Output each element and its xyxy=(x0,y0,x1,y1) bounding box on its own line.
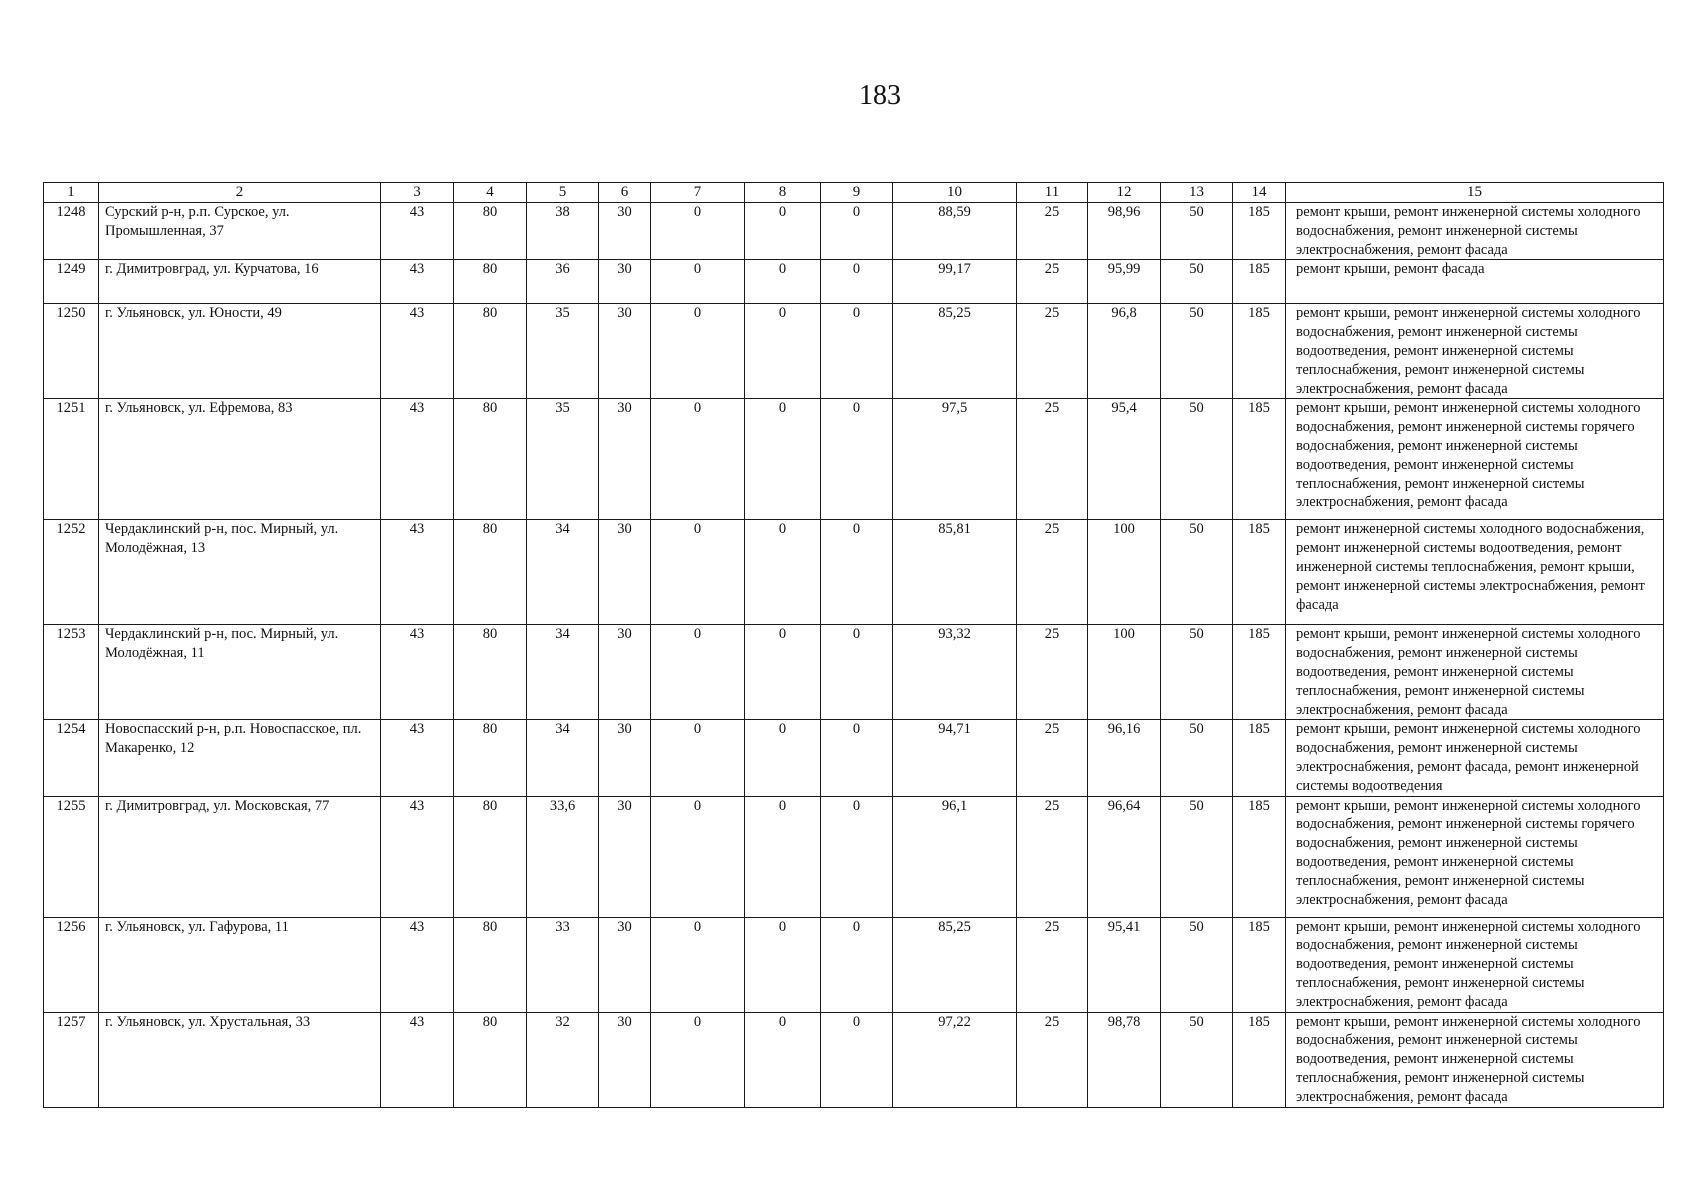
cell-col-7: 0 xyxy=(651,260,745,304)
cell-col-14: 185 xyxy=(1233,625,1286,720)
column-header-1: 1 xyxy=(44,183,99,203)
cell-col-10: 88,59 xyxy=(893,203,1017,260)
cell-col-7: 0 xyxy=(651,625,745,720)
cell-col-5: 34 xyxy=(527,720,599,796)
cell-col-11: 25 xyxy=(1017,260,1088,304)
cell-col-13: 50 xyxy=(1161,304,1233,399)
work-types-cell: ремонт инженерной системы холодного водоснабжения, ремонт инженерной системы водоотведения, ремонт инженерной системы теплоснабжения, ремонт крыши, ремонт инженерной системы электроснабжения, ремонт фасада xyxy=(1286,520,1664,625)
cell-col-3: 43 xyxy=(381,625,454,720)
address-cell: Чердаклинский р-н, пос. Мирный, ул. Молодёжная, 13 xyxy=(99,520,381,625)
cell-col-12: 96,8 xyxy=(1088,304,1161,399)
cell-col-8: 0 xyxy=(745,203,821,260)
cell-col-5: 35 xyxy=(527,304,599,399)
cell-col-11: 25 xyxy=(1017,399,1088,520)
cell-col-4: 80 xyxy=(454,304,527,399)
table-row xyxy=(44,260,1664,304)
cell-col-6: 30 xyxy=(599,304,651,399)
work-types-cell: ремонт крыши, ремонт инженерной системы холодного водоснабжения, ремонт инженерной системы электроснабжения, ремонт фасада, ремонт инженерной системы водоотведения xyxy=(1286,720,1664,796)
row-number-cell: 1248 xyxy=(44,203,99,260)
table-row xyxy=(44,720,1664,796)
table-row xyxy=(44,796,1664,917)
column-header-11: 11 xyxy=(1017,183,1088,203)
cell-col-9: 0 xyxy=(821,917,893,1012)
row-number-cell: 1255 xyxy=(44,796,99,917)
cell-col-11: 25 xyxy=(1017,1012,1088,1107)
cell-col-4: 80 xyxy=(454,720,527,796)
cell-col-7: 0 xyxy=(651,720,745,796)
cell-col-13: 50 xyxy=(1161,917,1233,1012)
column-header-9: 9 xyxy=(821,183,893,203)
address-cell: г. Димитровград, ул. Московская, 77 xyxy=(99,796,381,917)
cell-col-10: 97,22 xyxy=(893,1012,1017,1107)
cell-col-10: 93,32 xyxy=(893,625,1017,720)
cell-col-8: 0 xyxy=(745,399,821,520)
cell-col-12: 100 xyxy=(1088,625,1161,720)
column-header-3: 3 xyxy=(381,183,454,203)
table-row xyxy=(44,203,1664,260)
row-number-cell: 1251 xyxy=(44,399,99,520)
cell-col-9: 0 xyxy=(821,1012,893,1107)
cell-col-10: 85,81 xyxy=(893,520,1017,625)
column-number-row xyxy=(44,183,1664,203)
cell-col-7: 0 xyxy=(651,917,745,1012)
cell-col-8: 0 xyxy=(745,520,821,625)
work-types-cell: ремонт крыши, ремонт инженерной системы холодного водоснабжения, ремонт инженерной системы электроснабжения, ремонт фасада xyxy=(1286,203,1664,260)
cell-col-7: 0 xyxy=(651,796,745,917)
cell-col-8: 0 xyxy=(745,260,821,304)
cell-col-5: 34 xyxy=(527,625,599,720)
address-cell: г. Ульяновск, ул. Гафурова, 11 xyxy=(99,917,381,1012)
row-number-cell: 1253 xyxy=(44,625,99,720)
column-header-7: 7 xyxy=(651,183,745,203)
table-body xyxy=(44,203,1664,1108)
cell-col-7: 0 xyxy=(651,1012,745,1107)
address-cell: Сурский р-н, р.п. Сурское, ул. Промышленная, 37 xyxy=(99,203,381,260)
cell-col-6: 30 xyxy=(599,1012,651,1107)
cell-col-3: 43 xyxy=(381,796,454,917)
table-row xyxy=(44,625,1664,720)
cell-col-13: 50 xyxy=(1161,720,1233,796)
page-number: 183 xyxy=(859,80,901,111)
cell-col-14: 185 xyxy=(1233,399,1286,520)
work-types-cell: ремонт крыши, ремонт инженерной системы холодного водоснабжения, ремонт инженерной системы водоотведения, ремонт инженерной системы теплоснабжения, ремонт инженерной системы электроснабжения, ремонт фасада xyxy=(1286,625,1664,720)
table-row xyxy=(44,917,1664,1012)
work-types-cell: ремонт крыши, ремонт инженерной системы холодного водоснабжения, ремонт инженерной системы водоотведения, ремонт инженерной системы теплоснабжения, ремонт инженерной системы электроснабжения, ремонт фасада xyxy=(1286,304,1664,399)
cell-col-7: 0 xyxy=(651,304,745,399)
cell-col-12: 95,41 xyxy=(1088,917,1161,1012)
cell-col-14: 185 xyxy=(1233,796,1286,917)
cell-col-11: 25 xyxy=(1017,917,1088,1012)
cell-col-8: 0 xyxy=(745,917,821,1012)
cell-col-4: 80 xyxy=(454,917,527,1012)
cell-col-9: 0 xyxy=(821,625,893,720)
cell-col-14: 185 xyxy=(1233,260,1286,304)
cell-col-5: 32 xyxy=(527,1012,599,1107)
cell-col-10: 97,5 xyxy=(893,399,1017,520)
cell-col-11: 25 xyxy=(1017,625,1088,720)
cell-col-9: 0 xyxy=(821,260,893,304)
work-types-cell: ремонт крыши, ремонт инженерной системы холодного водоснабжения, ремонт инженерной системы водоотведения, ремонт инженерной системы теплоснабжения, ремонт инженерной системы электроснабжения, ремонт фасада xyxy=(1286,1012,1664,1107)
column-header-8: 8 xyxy=(745,183,821,203)
column-header-13: 13 xyxy=(1161,183,1233,203)
cell-col-5: 38 xyxy=(527,203,599,260)
cell-col-9: 0 xyxy=(821,304,893,399)
cell-col-6: 30 xyxy=(599,625,651,720)
cell-col-10: 85,25 xyxy=(893,917,1017,1012)
cell-col-3: 43 xyxy=(381,520,454,625)
cell-col-11: 25 xyxy=(1017,304,1088,399)
work-types-cell: ремонт крыши, ремонт фасада xyxy=(1286,260,1664,304)
column-header-15: 15 xyxy=(1286,183,1664,203)
cell-col-6: 30 xyxy=(599,917,651,1012)
cell-col-13: 50 xyxy=(1161,399,1233,520)
cell-col-6: 30 xyxy=(599,796,651,917)
row-number-cell: 1256 xyxy=(44,917,99,1012)
cell-col-3: 43 xyxy=(381,720,454,796)
row-number-cell: 1254 xyxy=(44,720,99,796)
cell-col-10: 85,25 xyxy=(893,304,1017,399)
work-types-cell: ремонт крыши, ремонт инженерной системы холодного водоснабжения, ремонт инженерной системы водоотведения, ремонт инженерной системы теплоснабжения, ремонт инженерной системы электроснабжения, ремонт фасада xyxy=(1286,917,1664,1012)
cell-col-11: 25 xyxy=(1017,796,1088,917)
cell-col-4: 80 xyxy=(454,399,527,520)
cell-col-4: 80 xyxy=(454,1012,527,1107)
cell-col-4: 80 xyxy=(454,520,527,625)
cell-col-3: 43 xyxy=(381,304,454,399)
cell-col-3: 43 xyxy=(381,399,454,520)
cell-col-8: 0 xyxy=(745,796,821,917)
row-number-cell: 1249 xyxy=(44,260,99,304)
cell-col-11: 25 xyxy=(1017,720,1088,796)
column-header-5: 5 xyxy=(527,183,599,203)
cell-col-13: 50 xyxy=(1161,203,1233,260)
cell-col-9: 0 xyxy=(821,399,893,520)
address-cell: г. Ульяновск, ул. Хрустальная, 33 xyxy=(99,1012,381,1107)
table-row xyxy=(44,1012,1664,1107)
cell-col-12: 98,78 xyxy=(1088,1012,1161,1107)
cell-col-6: 30 xyxy=(599,260,651,304)
cell-col-12: 96,16 xyxy=(1088,720,1161,796)
cell-col-14: 185 xyxy=(1233,203,1286,260)
repair-program-table xyxy=(43,182,1664,1108)
cell-col-4: 80 xyxy=(454,625,527,720)
cell-col-5: 33,6 xyxy=(527,796,599,917)
row-number-cell: 1252 xyxy=(44,520,99,625)
column-header-2: 2 xyxy=(99,183,381,203)
cell-col-13: 50 xyxy=(1161,796,1233,917)
cell-col-13: 50 xyxy=(1161,520,1233,625)
cell-col-11: 25 xyxy=(1017,203,1088,260)
cell-col-8: 0 xyxy=(745,1012,821,1107)
cell-col-13: 50 xyxy=(1161,1012,1233,1107)
column-header-14: 14 xyxy=(1233,183,1286,203)
cell-col-6: 30 xyxy=(599,720,651,796)
cell-col-8: 0 xyxy=(745,304,821,399)
cell-col-14: 185 xyxy=(1233,304,1286,399)
work-types-cell: ремонт крыши, ремонт инженерной системы холодного водоснабжения, ремонт инженерной системы горячего водоснабжения, ремонт инженерной системы водоотведения, ремонт инженерной системы теплоснабжения, ремонт инженерной системы электроснабжения, ремонт фасада xyxy=(1286,399,1664,520)
cell-col-8: 0 xyxy=(745,720,821,796)
cell-col-13: 50 xyxy=(1161,260,1233,304)
cell-col-3: 43 xyxy=(381,917,454,1012)
cell-col-14: 185 xyxy=(1233,1012,1286,1107)
cell-col-12: 95,4 xyxy=(1088,399,1161,520)
address-cell: Новоспасский р-н, р.п. Новоспасское, пл. Макаренко, 12 xyxy=(99,720,381,796)
table-row xyxy=(44,399,1664,520)
column-header-12: 12 xyxy=(1088,183,1161,203)
address-cell: г. Ульяновск, ул. Ефремова, 83 xyxy=(99,399,381,520)
cell-col-12: 95,99 xyxy=(1088,260,1161,304)
cell-col-4: 80 xyxy=(454,260,527,304)
cell-col-10: 96,1 xyxy=(893,796,1017,917)
cell-col-13: 50 xyxy=(1161,625,1233,720)
cell-col-14: 185 xyxy=(1233,917,1286,1012)
cell-col-4: 80 xyxy=(454,796,527,917)
address-cell: г. Ульяновск, ул. Юности, 49 xyxy=(99,304,381,399)
column-header-4: 4 xyxy=(454,183,527,203)
cell-col-7: 0 xyxy=(651,520,745,625)
cell-col-9: 0 xyxy=(821,796,893,917)
cell-col-5: 34 xyxy=(527,520,599,625)
cell-col-5: 33 xyxy=(527,917,599,1012)
cell-col-10: 94,71 xyxy=(893,720,1017,796)
column-header-10: 10 xyxy=(893,183,1017,203)
cell-col-7: 0 xyxy=(651,399,745,520)
cell-col-5: 36 xyxy=(527,260,599,304)
cell-col-11: 25 xyxy=(1017,520,1088,625)
cell-col-12: 100 xyxy=(1088,520,1161,625)
cell-col-14: 185 xyxy=(1233,520,1286,625)
cell-col-9: 0 xyxy=(821,720,893,796)
cell-col-12: 96,64 xyxy=(1088,796,1161,917)
cell-col-12: 98,96 xyxy=(1088,203,1161,260)
cell-col-4: 80 xyxy=(454,203,527,260)
cell-col-6: 30 xyxy=(599,520,651,625)
cell-col-3: 43 xyxy=(381,1012,454,1107)
cell-col-7: 0 xyxy=(651,203,745,260)
table-row xyxy=(44,520,1664,625)
cell-col-9: 0 xyxy=(821,520,893,625)
column-header-6: 6 xyxy=(599,183,651,203)
work-types-cell: ремонт крыши, ремонт инженерной системы холодного водоснабжения, ремонт инженерной системы горячего водоснабжения, ремонт инженерной системы водоотведения, ремонт инженерной системы теплоснабжения, ремонт инженерной системы электроснабжения, ремонт фасада xyxy=(1286,796,1664,917)
address-cell: Чердаклинский р-н, пос. Мирный, ул. Молодёжная, 11 xyxy=(99,625,381,720)
row-number-cell: 1250 xyxy=(44,304,99,399)
cell-col-6: 30 xyxy=(599,203,651,260)
cell-col-3: 43 xyxy=(381,260,454,304)
cell-col-5: 35 xyxy=(527,399,599,520)
cell-col-10: 99,17 xyxy=(893,260,1017,304)
cell-col-14: 185 xyxy=(1233,720,1286,796)
cell-col-8: 0 xyxy=(745,625,821,720)
cell-col-6: 30 xyxy=(599,399,651,520)
cell-col-9: 0 xyxy=(821,203,893,260)
address-cell: г. Димитровград, ул. Курчатова, 16 xyxy=(99,260,381,304)
cell-col-3: 43 xyxy=(381,203,454,260)
row-number-cell: 1257 xyxy=(44,1012,99,1107)
table-row xyxy=(44,304,1664,399)
